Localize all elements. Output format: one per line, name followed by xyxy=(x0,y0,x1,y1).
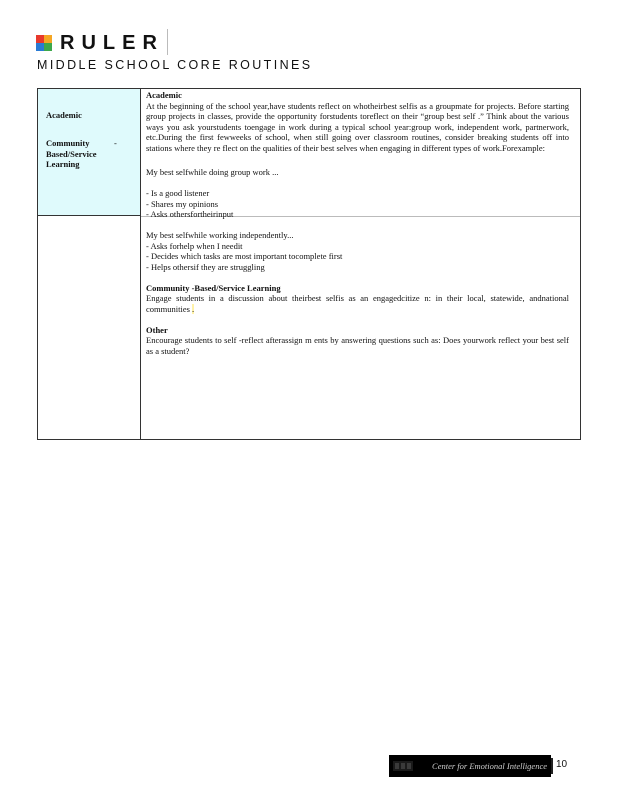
independent-item: - Helps othersif they are struggling xyxy=(146,261,265,272)
routine-content xyxy=(146,90,569,356)
page-subtitle: MIDDLE SCHOOL CORE ROUTINES xyxy=(37,58,313,72)
logo-text: RULER xyxy=(60,32,164,54)
group-item: - Is a good listener xyxy=(146,188,210,198)
logo-square-blue xyxy=(36,43,44,51)
footer-org-banner xyxy=(389,755,551,777)
category-dash: - xyxy=(114,138,117,148)
independent-item: - Decides which tasks are most important tocomplete first xyxy=(146,251,343,261)
group-intro: My best selfwhile doing group work ... xyxy=(146,167,279,177)
ruler-logo xyxy=(36,33,164,53)
independent-intro: My best selfwhile working independently... xyxy=(146,230,294,240)
community-body-text: Engage students in a discussion about theirbest selfis as an engagedcitize n: in their local, statewide, andnational communities xyxy=(146,293,569,314)
logo-square-green xyxy=(44,43,52,51)
logo-divider xyxy=(167,29,168,55)
independent-item: - Asks forhelp when I needit xyxy=(146,240,243,251)
category-cell xyxy=(38,89,141,216)
section-gap xyxy=(146,178,569,189)
community-body xyxy=(146,293,569,314)
community-heading: Community -Based/Service Learning xyxy=(146,282,281,293)
routines-table xyxy=(37,88,581,440)
yale-logo-icon xyxy=(393,760,413,772)
academic-body: At the beginning of the school year,have students reflect on whotheirbest selfis as a groupmate for projects. Before starting group projects in classes, provide the opportunity forstudents toreflect on their “group best self .” Think about the various ways you ask yourstudents toengage in work during a typical school year:group work, independent work, partnerwork, etc.During the first fewweeks of school, when still going over classroom routines, consider breaking students off into stations where they re flect on the qualities of their best selves when engaging in different types of work.Forexample: xyxy=(146,100,569,153)
highlighted-period: . xyxy=(192,303,195,314)
other-heading: Other xyxy=(146,324,168,335)
page-number: 10 xyxy=(556,759,568,770)
logo-square-red xyxy=(36,35,44,43)
academic-heading: Academic xyxy=(146,90,182,100)
section-gap xyxy=(146,272,569,283)
ruler-logo-mark-icon xyxy=(36,35,52,51)
category-academic: Academic xyxy=(46,110,82,120)
category-cell-empty xyxy=(38,216,141,439)
other-body: Encourage students to self -reflect afterassign m ents by answering questions such as: Does yourwork reflect your best self as a student? xyxy=(146,335,569,356)
section-gap xyxy=(146,314,569,325)
section-gap xyxy=(146,153,569,167)
section-gap xyxy=(146,220,569,231)
footer-separator xyxy=(551,758,553,774)
group-item: - Asks othersfortheirinput xyxy=(146,209,234,219)
logo-square-orange xyxy=(44,35,52,43)
footer-org-name: Center for Emotional Intelligence xyxy=(432,761,547,771)
category-community: Community Based/Service Learning xyxy=(46,138,97,169)
group-item: - Shares my opinions xyxy=(146,198,219,209)
